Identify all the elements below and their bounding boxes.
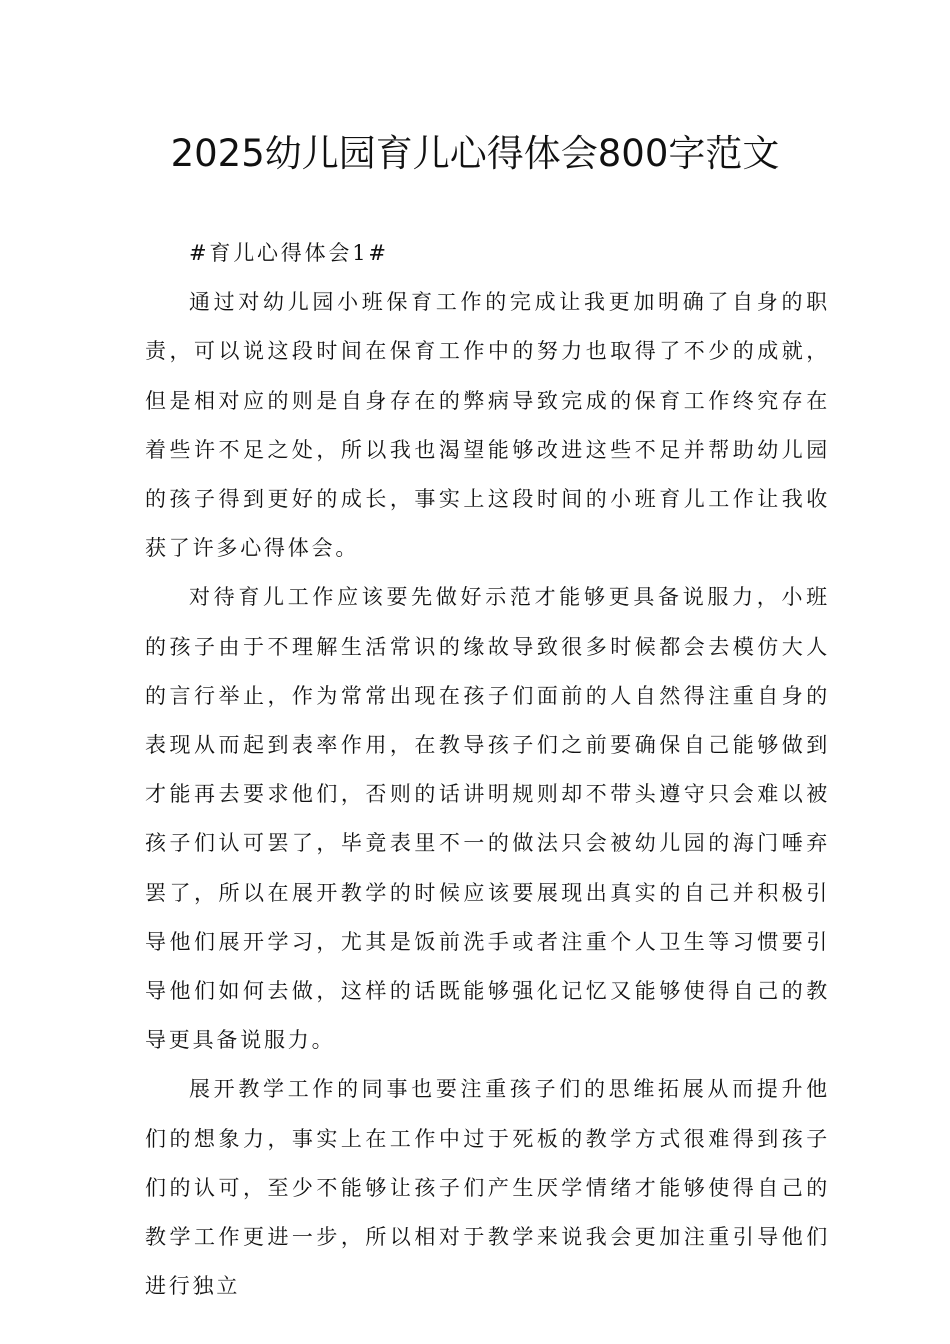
body-paragraph-3: 展开教学工作的同事也要注重孩子们的思维拓展从而提升他们的想象力，事实上在工作中过于死板的教学方式很难得到孩子们的认可，至少不能够让孩子们产生厌学情绪才能够使得自己的教学工作更进一步，所以相对于教学来说我会更加注重引导他们进行独立 bbox=[145, 1077, 830, 1299]
body-paragraph-2: 对待育儿工作应该要先做好示范才能够更具备说服力，小班的孩子由于不理解生活常识的缘故导致很多时候都会去模仿大人的言行举止，作为常常出现在孩子们面前的人自然得注重自身的表现从而起到表率作用，在教导孩子们之前要确保自己能够做到才能再去要求他们，否则的话讲明规则却不带头遵守只会难以被孩子们认可罢了，毕竟表里不一的做法只会被幼儿园的海门唾弃罢了，所以在展开教学的时候应该要展现出真实的自己并积极引导他们展开学习，尤其是饭前洗手或者注重个人卫生等习惯要引导他们如何去做，这样的话既能够强化记忆又能够使得自己的教导更具备说服力。 bbox=[145, 585, 830, 1053]
body-paragraph-1: 通过对幼儿园小班保育工作的完成让我更加明确了自身的职责，可以说这段时间在保育工作中的努力也取得了不少的成就，但是相对应的则是自身存在的弊病导致完成的保育工作终究存在着些许不足之处，所以我也渴望能够改进这些不足并帮助幼儿园的孩子得到更好的成长，事实上这段时间的小班育儿工作让我收获了许多心得体会。 bbox=[145, 290, 830, 561]
document-body bbox=[145, 229, 830, 1311]
document-title: 2025幼儿园育儿心得体会800字范文 bbox=[170, 132, 780, 175]
section-heading: #育儿心得体会1# bbox=[189, 241, 389, 265]
